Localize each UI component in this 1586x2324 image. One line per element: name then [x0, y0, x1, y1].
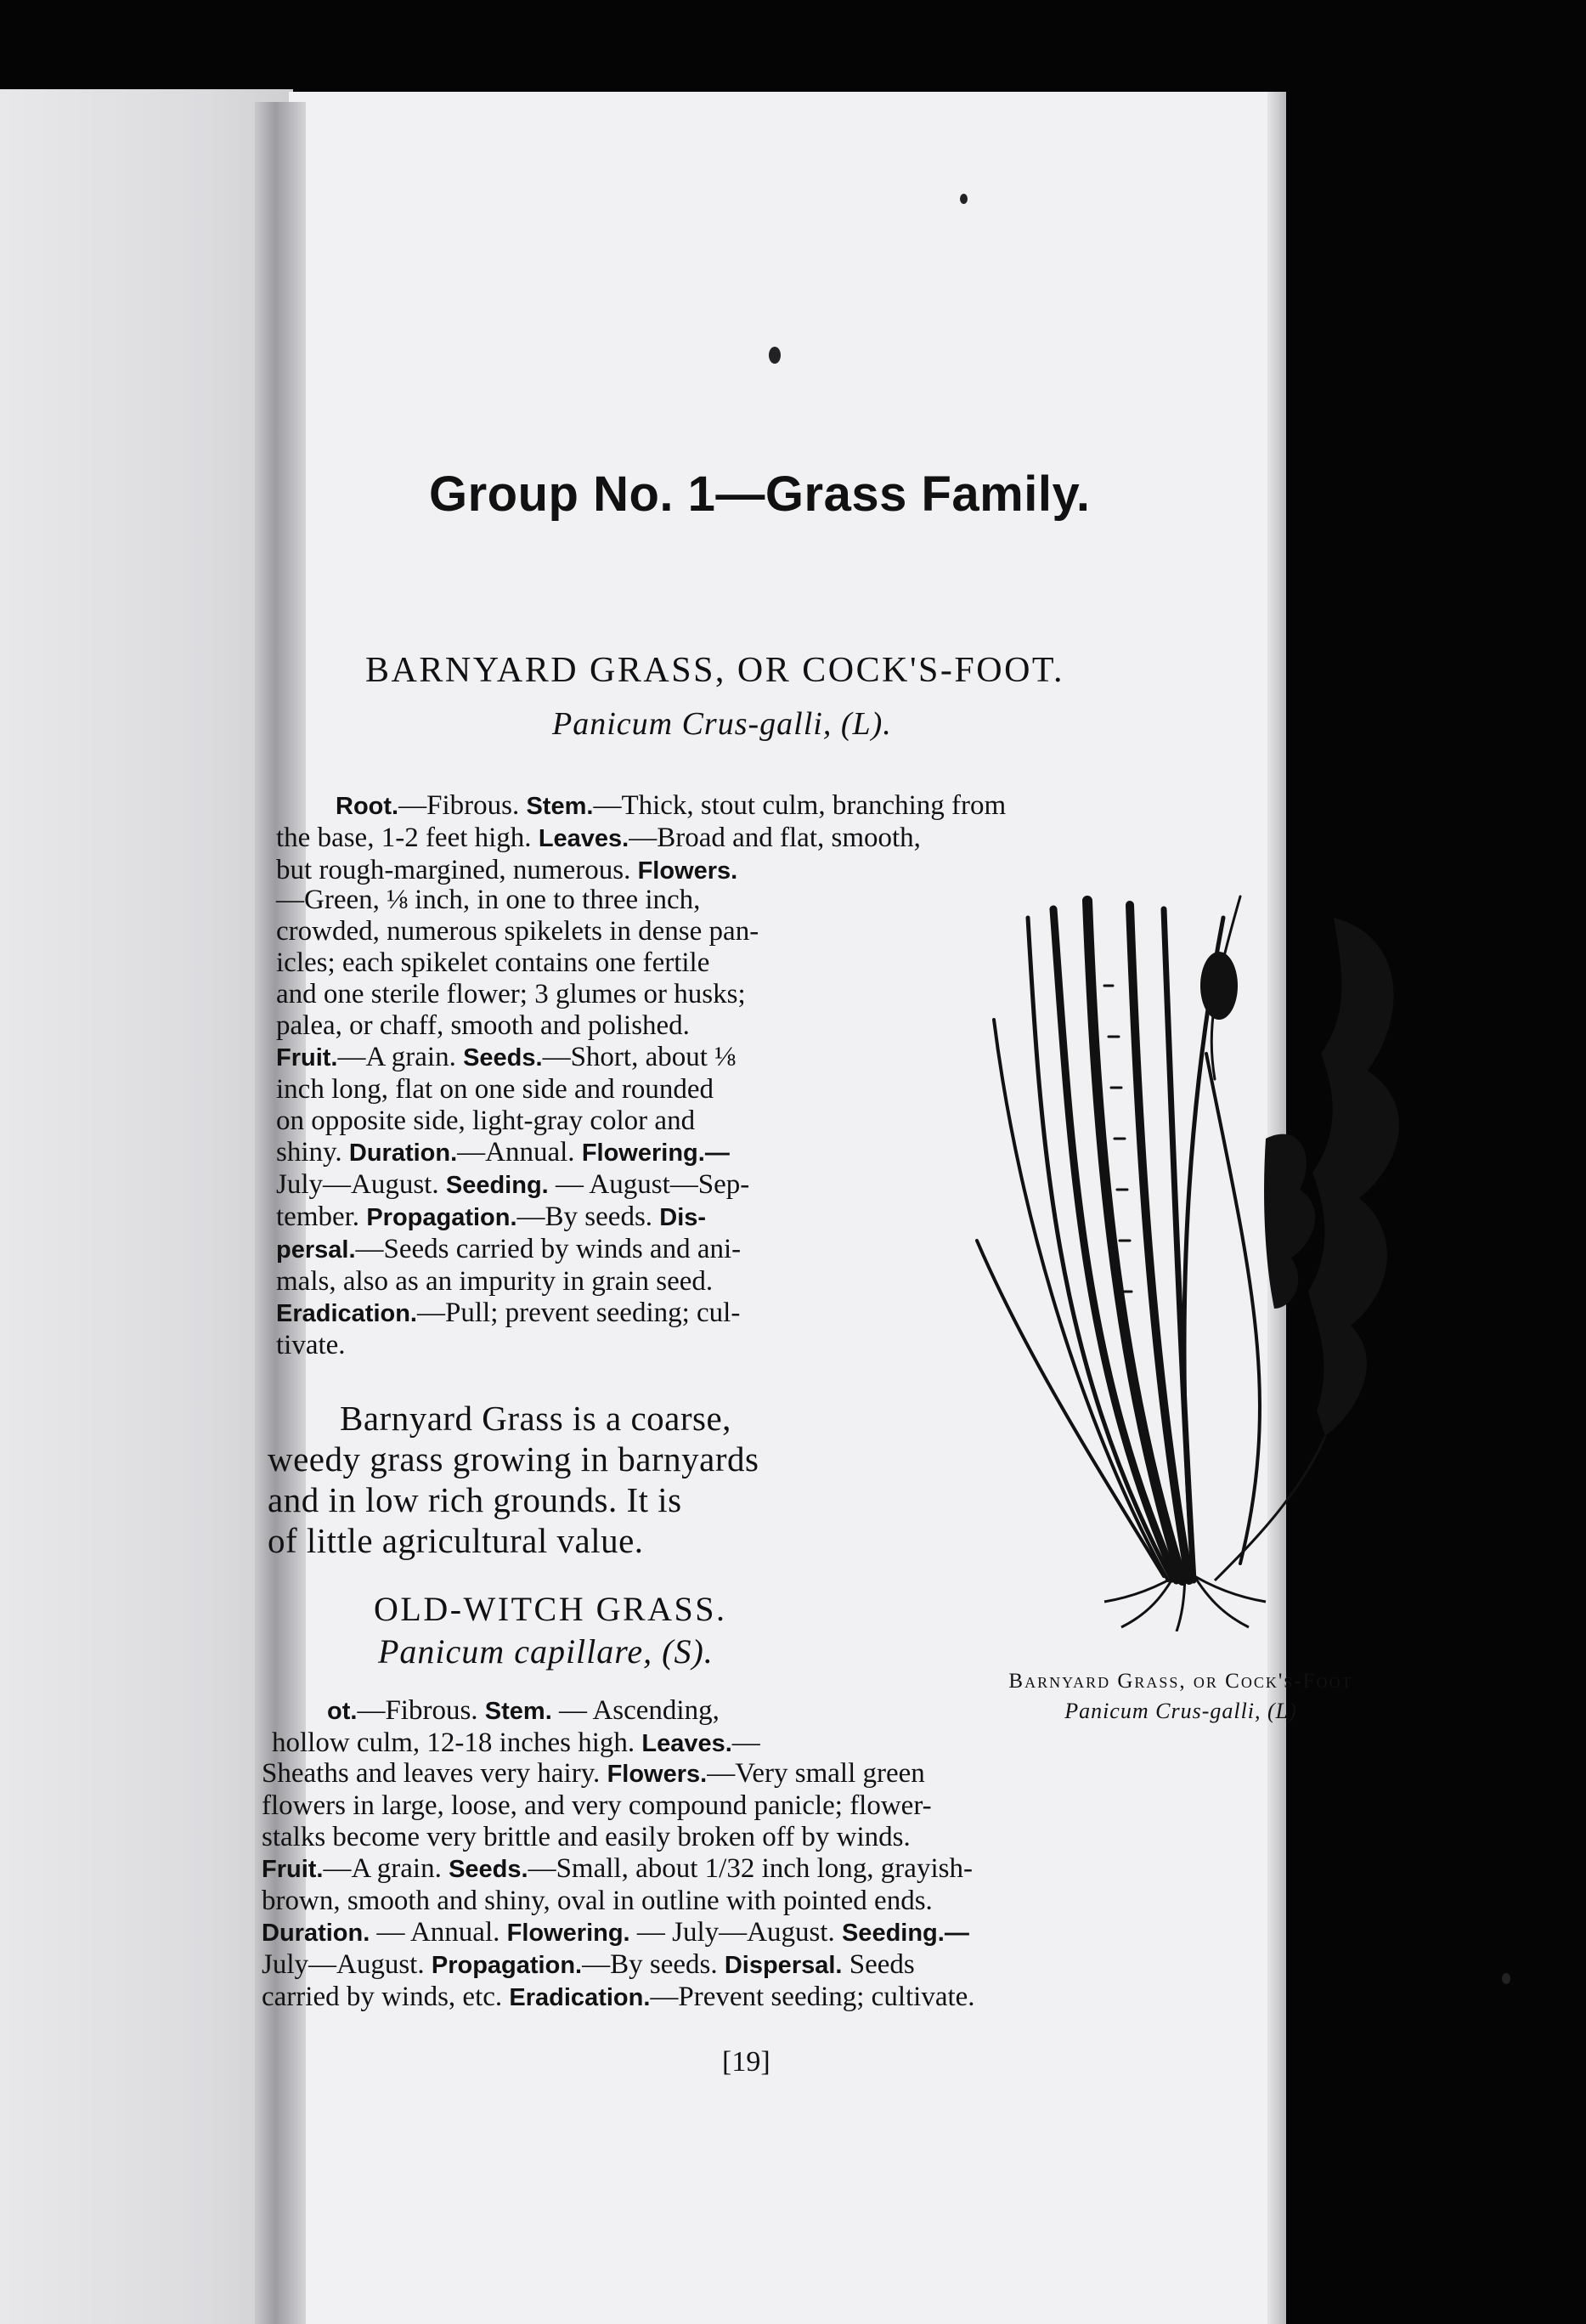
desc-line: —Green, ⅛ inch, in one to three inch, [276, 885, 701, 915]
oldwitch-description-narrow [272, 1695, 926, 1760]
figure-caption [934, 1670, 1427, 1724]
desc-line: icles; each spikelet contains one fertile [276, 947, 710, 978]
barnyard-paragraph [268, 1398, 926, 1561]
page-number: [19] [722, 2046, 770, 2078]
desc-line: Eradication.—Pull; prevent seeding; cul- [276, 1298, 741, 1328]
desc-line: July—August. Propagation.—By seeds. Dispersal. Seeds [262, 1949, 915, 1980]
desc-line: flowers in large, loose, and very compound panicle; flower- [262, 1790, 932, 1821]
para-line: Barnyard Grass is a coarse, [340, 1399, 731, 1438]
facing-page-edge [0, 89, 293, 2324]
desc-line: palea, or chaff, smooth and polished. [276, 1010, 690, 1041]
desc-line: Root.—Fibrous. Stem.—Thick, stout culm, branching from [336, 790, 1007, 821]
barnyard-description-narrow [276, 885, 930, 1361]
desc-line: July—August. Seeding. — August—Sep- [276, 1169, 750, 1200]
group-title: Group No. 1—Grass Family. [429, 466, 1091, 522]
desc-line: Fruit.—A grain. Seeds.—Short, about ⅛ [276, 1042, 736, 1072]
desc-line: on opposite side, light-gray color and [276, 1105, 696, 1136]
caption-scientific-name: Panicum Crus-galli, (L) [1064, 1699, 1297, 1723]
desc-line: crowded, numerous spikelets in dense pan- [276, 916, 759, 947]
para-line: of little agricultural value. [268, 1521, 644, 1560]
speck-mark [1502, 1973, 1510, 1984]
para-line: weedy grass growing in barnyards [268, 1439, 759, 1479]
desc-line: Sheaths and leaves very hairy. Flowers.—Very small green [262, 1758, 925, 1789]
ink-blot-mark [769, 347, 781, 364]
desc-line: stalks become very brittle and easily broken off by winds. [262, 1822, 911, 1852]
speck-mark [960, 194, 968, 204]
desc-line: persal.—Seeds carried by winds and ani- [276, 1234, 742, 1264]
desc-line: carried by winds, etc. Eradication.—Prevent seeding; cultivate. [262, 1982, 975, 2012]
desc-line: Duration. — Annual. Flowering. — July—August. Seeding.— [262, 1917, 969, 1948]
desc-line: inch long, flat on one side and rounded [276, 1074, 714, 1105]
caption-common-name: Barnyard Grass, or Cock's-Foot [1008, 1670, 1353, 1693]
desc-line: brown, smooth and shiny, oval in outline with pointed ends. [262, 1886, 933, 1916]
oldwitch-heading: OLD-WITCH GRASS. [374, 1590, 727, 1628]
barnyard-description [276, 790, 1287, 887]
oldwitch-description [262, 1758, 1273, 2014]
desc-line: hollow culm, 12-18 inches high. Leaves.— [272, 1727, 760, 1758]
desc-line: Fruit.—A grain. Seeds.—Small, about 1/32 inch long, grayish- [262, 1853, 973, 1884]
desc-line: ot.—Fibrous. Stem. — Ascending, [327, 1695, 720, 1726]
para-line: and in low rich grounds. It is [268, 1480, 682, 1519]
desc-line: shiny. Duration.—Annual. Flowering.— [276, 1137, 730, 1168]
desc-line: the base, 1-2 feet high. Leaves.—Broad and flat, smooth, [276, 823, 921, 853]
desc-line: mals, also as an impurity in grain seed. [276, 1266, 714, 1297]
barnyard-grass-illustration [960, 884, 1436, 1631]
desc-line: tivate. [276, 1330, 346, 1360]
barnyard-scientific-name: Panicum Crus-galli, (L). [552, 706, 892, 742]
desc-line: but rough-margined, numerous. Flowers. [276, 855, 738, 885]
oldwitch-scientific-name: Panicum capillare, (S). [378, 1632, 714, 1671]
desc-line: tember. Propagation.—By seeds. Dis- [276, 1202, 707, 1232]
desc-line: and one sterile flower; 3 glumes or husks; [276, 979, 746, 1009]
barnyard-heading: BARNYARD GRASS, OR COCK'S-FOOT. [365, 651, 1064, 690]
